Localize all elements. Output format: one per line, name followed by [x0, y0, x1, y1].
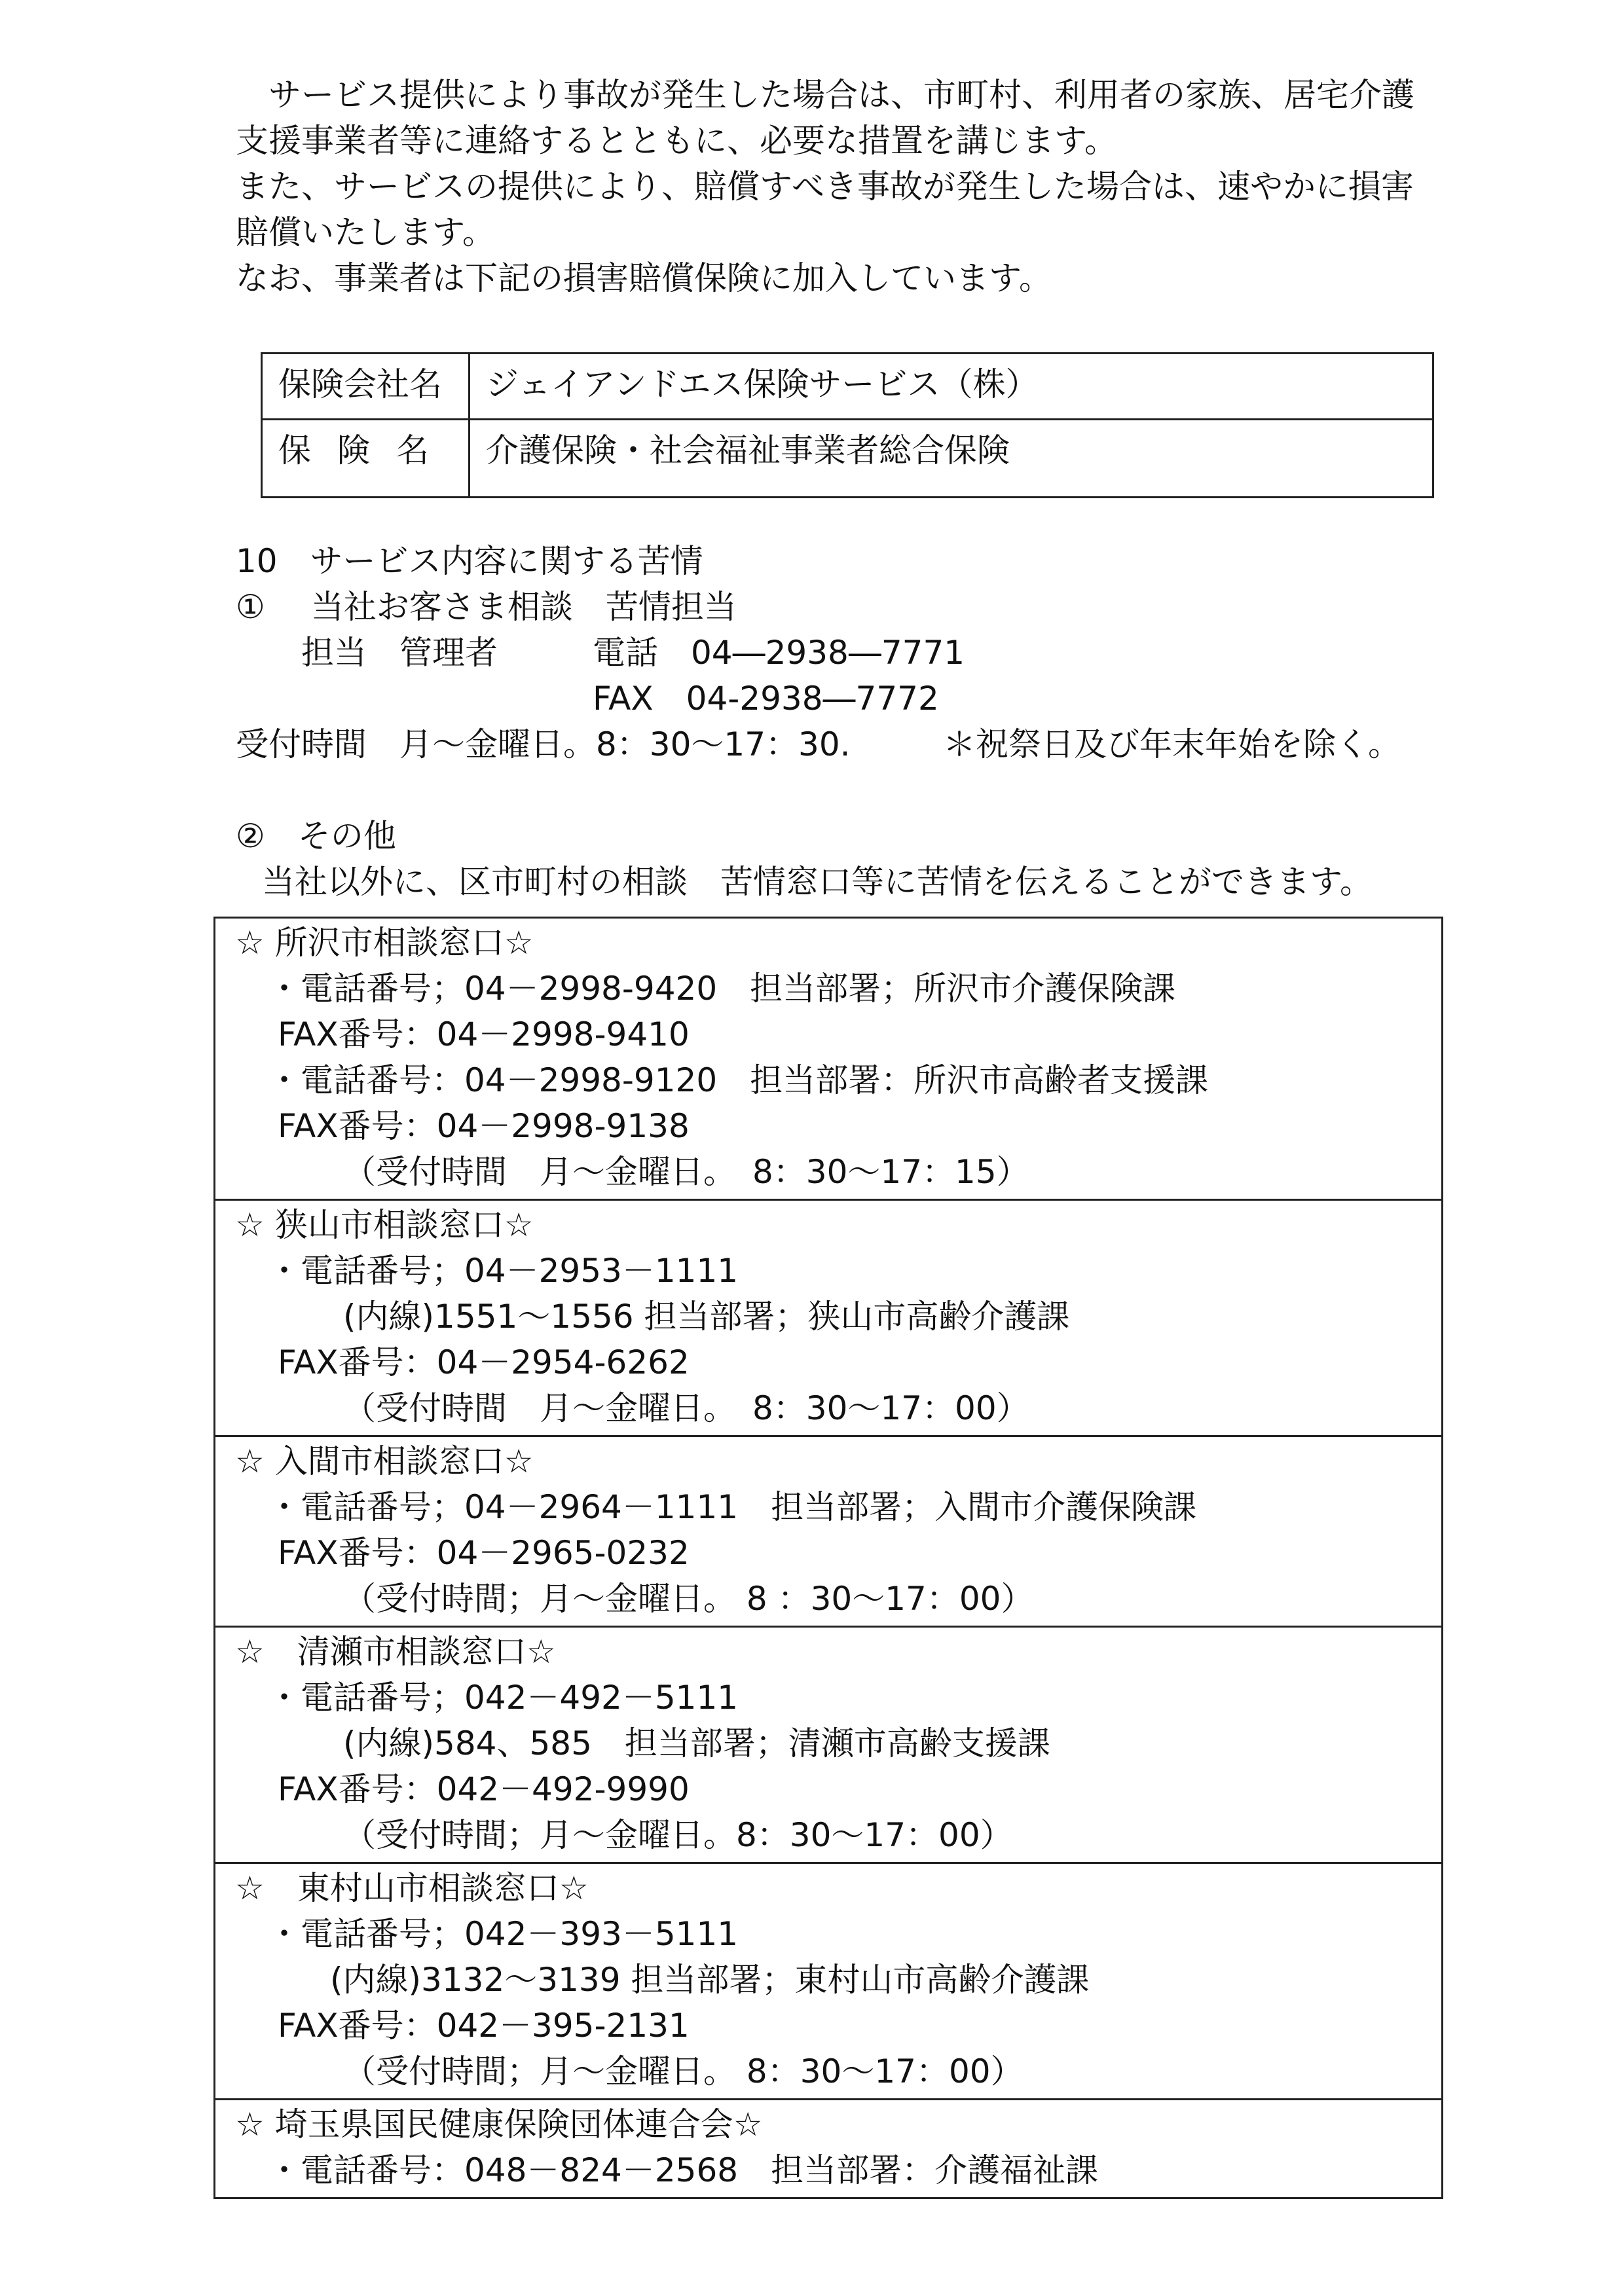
office-detail-line: （受付時間；月～金曜日。 8 ：30～17：00） [343, 1580, 1034, 1618]
office-detail-line: ・電話番号；04－2964－1111 担当部署；入間市介護保険課 [268, 1488, 1197, 1526]
intro-line: 支援事業者等に連絡するとともに、必要な措置を講じます。 [236, 122, 1117, 160]
office-section [215, 1199, 1441, 1435]
insurance-company-label: 保険会社名 [262, 354, 470, 420]
office-section [215, 2098, 1441, 2197]
item1-marker: ① [236, 588, 265, 626]
office-detail-line: ・電話番号；04－2998-9420 担当部署；所沢市介護保険課 [268, 970, 1176, 1008]
office-detail-line: FAX番号：04－2965-0232 [278, 1534, 690, 1572]
insurance-name-label: 保険名 [262, 420, 470, 498]
office-title: ☆ 東村山市相談窓口☆ [235, 1869, 589, 1907]
office-detail-line: ・電話番号：04－2998-9120 担当部署：所沢市高齢者支援課 [268, 1061, 1209, 1099]
insurance-company-value: ジェイアンドエス保険サービス（株） [470, 354, 1433, 420]
office-title: ☆ 狭山市相談窓口☆ [235, 1206, 534, 1244]
contact-line [236, 630, 1480, 676]
office-detail-line: （受付時間 月～金曜日。 8：30～17：15） [343, 1153, 1029, 1191]
office-detail-line: （受付時間；月～金曜日。 8：30～17：00） [343, 2052, 1024, 2090]
complaints-section [236, 538, 1480, 905]
office-detail-line: (内線)584、585 担当部署；清瀬市高齢支援課 [343, 1724, 1050, 1762]
item2-title: その他 [297, 817, 396, 855]
office-title: ☆ 所沢市相談窓口☆ [235, 924, 534, 962]
section-heading: 10 サービス内容に関する苦情 [236, 542, 703, 580]
fax-line [236, 676, 1480, 721]
office-title: ☆ 入間市相談窓口☆ [235, 1442, 534, 1480]
blank-line [236, 767, 1480, 813]
item2-marker: ② [236, 817, 265, 855]
office-section [215, 1626, 1441, 1862]
intro-line: サービス提供により事故が発生した場合は、市町村、利用者の家族、居宅介護 [236, 76, 1414, 114]
office-detail-line: （受付時間；月～金曜日。8：30～17：00） [343, 1816, 1013, 1854]
item2-text: 当社以外に、区市町村の相談 苦情窓口等に苦情を伝えることができます。 [262, 863, 1373, 901]
insurance-name-row [262, 420, 1433, 498]
office-detail-line: ・電話番号；04－2953－1111 [268, 1252, 739, 1290]
insurance-company-row [262, 354, 1433, 420]
office-title: ☆ 清瀬市相談窓口☆ [235, 1633, 556, 1671]
office-detail-line: FAX番号：042－395-2131 [278, 2007, 690, 2045]
office-detail-line: FAX番号：04－2954-6262 [278, 1343, 690, 1381]
office-section [215, 1435, 1441, 1626]
hours-text: 受付時間 月～金曜日。8：30～17：30. [236, 725, 851, 763]
intro-line: 賠償いたします。 [236, 213, 495, 251]
contact-tel: 電話 04―2938―7771 [593, 634, 965, 672]
item2-line [236, 813, 1480, 859]
office-detail-line: ・電話番号；042－492－5111 [268, 1679, 739, 1717]
office-detail-line: FAX番号：04－2998-9410 [278, 1015, 690, 1053]
office-section [215, 919, 1441, 1199]
office-detail-line: (内線)3132～3139 担当部署；東村山市高齢介護課 [330, 1961, 1090, 1999]
contact-fax: FAX 04-2938―7772 [593, 680, 939, 718]
office-detail-line: ・電話番号；042－393－5111 [268, 1915, 739, 1953]
office-contacts-box [213, 917, 1443, 2199]
office-title: ☆ 埼玉県国民健康保険団体連合会☆ [235, 2105, 763, 2143]
intro-line: なお、事業者は下記の損害賠償保険に加入しています。 [236, 259, 1052, 297]
hours-note: ＊祝祭日及び年末年始を除く。 [943, 725, 1401, 763]
item1-title: 当社お客さま相談 苦情担当 [310, 588, 737, 626]
office-detail-line: （受付時間 月～金曜日。 8：30～17：00） [343, 1389, 1029, 1427]
insurance-name-value: 介護保険・社会福祉事業者総合保険 [470, 420, 1433, 498]
item1-line [236, 584, 1480, 630]
office-detail-line: FAX番号：04－2998-9138 [278, 1107, 690, 1145]
office-section [215, 1862, 1441, 2098]
office-detail-line: (内線)1551～1556 担当部署；狭山市高齢介護課 [343, 1298, 1070, 1336]
hours-line [236, 721, 1480, 767]
office-detail-line: ・電話番号：048－824－2568 担当部署：介護福祉課 [268, 2151, 1099, 2189]
intro-paragraph [236, 72, 1467, 301]
insurance-table [261, 352, 1434, 498]
contact-person: 担当 管理者 [301, 634, 498, 672]
intro-line: また、サービスの提供により、賠償すべき事故が発生した場合は、速やかに損害 [236, 168, 1414, 206]
office-detail-line: FAX番号：042－492-9990 [278, 1770, 690, 1808]
